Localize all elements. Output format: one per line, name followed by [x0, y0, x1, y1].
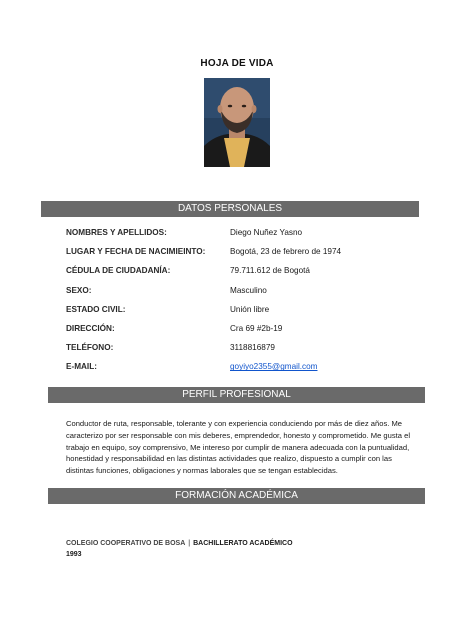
- value-birth: Bogotá, 23 de febrero de 1974: [230, 247, 342, 257]
- value-phone: 3118816879: [230, 343, 275, 353]
- education-year: 1993: [66, 550, 82, 558]
- label-sex: SEXO:: [66, 285, 92, 295]
- label-address: DIRECCIÓN:: [66, 323, 115, 333]
- label-civil-status: ESTADO CIVIL:: [66, 304, 126, 314]
- document-title: HOJA DE VIDA: [200, 58, 274, 69]
- value-id: 79.711.612 de Bogotá: [230, 266, 310, 276]
- row-civil-status: [66, 305, 406, 324]
- section-header-personal: DATOS PERSONALES: [41, 201, 419, 217]
- row-name: [66, 228, 406, 247]
- value-civil-status: Unión libre: [230, 304, 270, 314]
- value-sex: Masculino: [230, 285, 267, 295]
- education-degree: BACHILLERATO ACADÉMICO: [193, 540, 293, 547]
- label-name: NOMBRES Y APELLIDOS:: [66, 228, 167, 237]
- row-phone: [66, 343, 406, 362]
- row-address: [66, 324, 406, 343]
- email-link[interactable]: goyiyo2355@gmail.com: [230, 362, 318, 372]
- row-email: [66, 362, 406, 381]
- label-birth: LUGAR Y FECHA DE NACIMIEINTO:: [66, 247, 206, 257]
- education-separator: |: [188, 540, 191, 547]
- row-id: [66, 266, 406, 285]
- label-id: CÉDULA DE CIUDADANÍA:: [66, 266, 171, 276]
- label-phone: TELÉFONO:: [66, 343, 114, 353]
- profile-paragraph: Conductor de ruta, responsable, tolerante y con experiencia conduciendo por más de diez años. Me caracterizo por ser responsable con mis deberes, emprendedor, honesto y comprometido. Me gusta el trabajo en equipo, soy comprensivo, Me intereso por cumplir de manera adecuada con la puntualidad, honestidad y responsabilidad en las distintas actividades que realizo, dispuesto a cumplir con las distintas funciones, obligaciones y normas laborales que se tengan establecidas.: [66, 419, 411, 476]
- section-header-profile: PERFIL PROFESIONAL: [48, 387, 425, 403]
- section-header-education: FORMACIÓN ACADÉMICA: [48, 488, 425, 504]
- value-name: Diego Nuñez Yasno: [230, 228, 303, 237]
- row-birth: [66, 247, 406, 266]
- education-school: COLEGIO COOPERATIVO DE BOSA: [66, 540, 186, 547]
- value-address: Cra 69 #2b-19: [230, 323, 283, 333]
- education-entry: [66, 539, 293, 560]
- portrait-image: [204, 78, 270, 167]
- personal-data-list: [66, 228, 406, 382]
- row-sex: [66, 286, 406, 305]
- label-email: E-MAIL:: [66, 362, 97, 372]
- value-email-wrap: [230, 362, 318, 371]
- education-line: [66, 539, 293, 550]
- profile-photo: [204, 78, 270, 167]
